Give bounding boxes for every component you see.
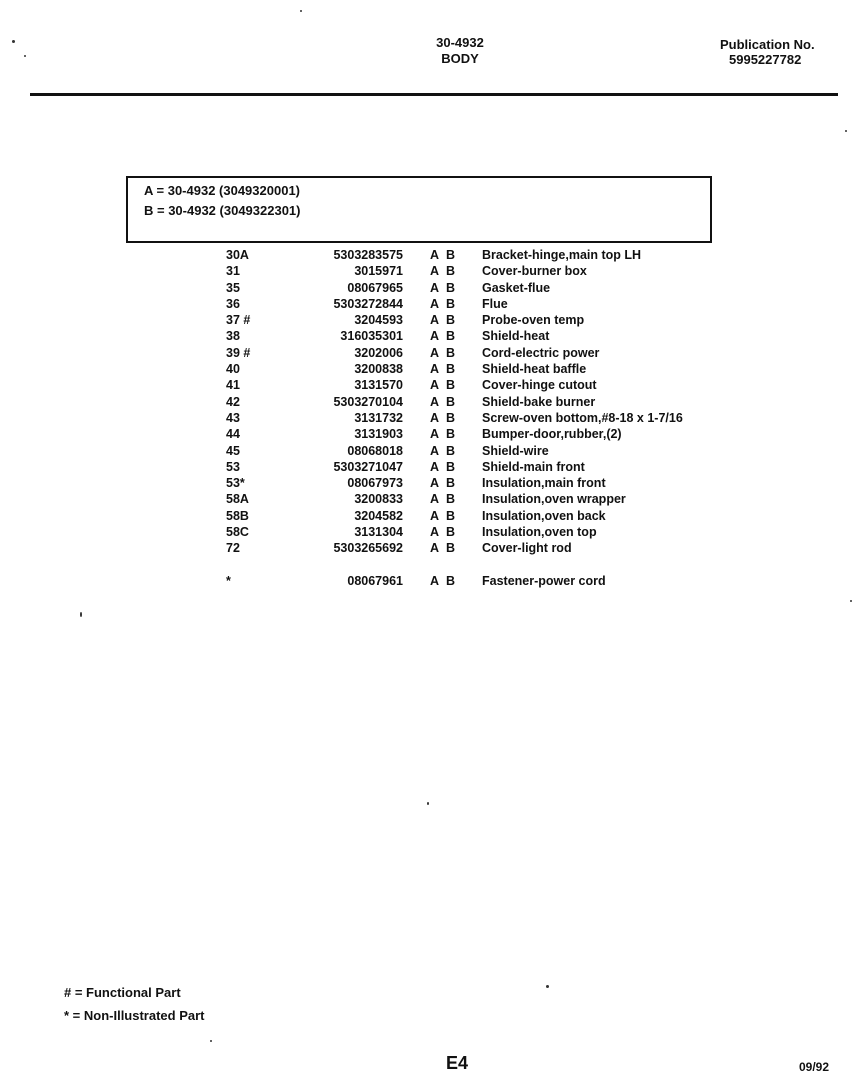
parts-row	[0, 361, 864, 377]
model-codes: A B	[430, 476, 456, 491]
model-codes: A B	[430, 248, 456, 262]
header-model-number: 30-4932	[436, 35, 484, 50]
model-codes: A B	[430, 362, 456, 377]
legend-functional-part: # = Functional Part	[64, 985, 181, 1000]
ref-number: 58B	[226, 508, 249, 523]
ref-number: 30A	[226, 248, 249, 262]
parts-row	[0, 459, 864, 475]
part-description: Shield-bake burner	[482, 394, 596, 409]
parts-row	[0, 280, 864, 296]
model-codes: A B	[430, 394, 456, 409]
model-key-box	[126, 176, 712, 243]
ref-number: 58C	[226, 525, 249, 540]
header-section-title: BODY	[441, 51, 479, 66]
ref-number: 45	[226, 443, 240, 458]
parts-row	[0, 394, 864, 410]
part-number: 3200838	[354, 362, 403, 377]
part-description: Cover-burner box	[482, 264, 587, 279]
parts-row	[0, 377, 864, 393]
ref-number: 53	[226, 459, 240, 474]
parts-row	[0, 345, 864, 361]
ref-number: 31	[226, 264, 240, 279]
part-number: 5303270104	[333, 394, 403, 409]
ref-number: 36	[226, 296, 240, 311]
publication-number: 5995227782	[729, 52, 802, 67]
part-description: Insulation,oven top	[482, 525, 597, 540]
scan-speck	[24, 55, 26, 57]
model-codes: A B	[430, 296, 456, 311]
parts-list	[0, 247, 864, 589]
publication-label: Publication No.	[720, 37, 815, 52]
part-description: Flue	[482, 296, 508, 311]
part-description: Gasket-flue	[482, 280, 551, 295]
scan-speck	[845, 130, 847, 132]
part-number: 08067973	[347, 476, 403, 491]
page-number: E4	[446, 1053, 469, 1073]
part-description: Cover-hinge cutout	[482, 378, 597, 393]
model-codes: A B	[430, 508, 456, 523]
part-description: Screw-oven bottom,#8-18 x 1-7/16	[482, 410, 683, 425]
part-description: Shield-main front	[482, 459, 585, 474]
parts-row	[0, 247, 864, 263]
parts-row-non-illustrated	[0, 573, 864, 589]
parts-row	[0, 263, 864, 279]
row-gap	[0, 557, 864, 573]
parts-row	[0, 491, 864, 507]
model-codes: A B	[430, 443, 456, 458]
part-number: 3131732	[354, 410, 403, 425]
part-description: Shield-heat	[482, 329, 550, 344]
header-rule	[30, 93, 838, 96]
part-description: Shield-heat baffle	[482, 362, 587, 377]
part-description: Insulation,oven wrapper	[482, 492, 626, 507]
parts-row	[0, 296, 864, 312]
part-number: 3131304	[354, 525, 403, 540]
part-number: 316035301	[340, 329, 403, 344]
model-codes: A B	[430, 345, 456, 360]
part-description: Insulation,main front	[482, 476, 606, 491]
part-number: 3131903	[354, 427, 403, 442]
model-codes: A B	[430, 313, 456, 328]
legend-non-illustrated-part: * = Non-Illustrated Part	[64, 1008, 205, 1023]
part-description: Cord-electric power	[482, 345, 600, 360]
parts-row	[0, 475, 864, 491]
model-codes: A B	[430, 329, 456, 344]
ref-number: 43	[226, 410, 240, 425]
model-key-b: B = 30-4932 (3049322301)	[144, 203, 301, 218]
part-description: Insulation,oven back	[482, 508, 606, 523]
ref-number: 41	[226, 378, 240, 393]
part-number: 3204593	[354, 313, 403, 328]
ref-number: 53*	[226, 476, 245, 491]
ref-number: 37 #	[226, 313, 251, 328]
part-description: Probe-oven temp	[482, 313, 585, 328]
model-codes: A B	[430, 378, 456, 393]
scan-speck	[210, 1040, 212, 1042]
model-codes: A B	[430, 525, 456, 540]
ref-number: 44	[226, 427, 240, 442]
model-codes: A B	[430, 492, 456, 507]
scan-speck	[300, 10, 302, 12]
model-codes: A B	[430, 541, 456, 556]
parts-row	[0, 328, 864, 344]
ref-number: 39 #	[226, 345, 251, 360]
parts-row	[0, 426, 864, 442]
part-description: Fastener-power cord	[482, 573, 606, 588]
part-number: 5303265692	[333, 541, 403, 556]
revision-date: 09/92	[799, 1060, 830, 1074]
part-number: 3015971	[354, 264, 403, 279]
model-key-a: A = 30-4932 (3049320001)	[144, 183, 300, 198]
ref-number: 35	[226, 280, 240, 295]
part-number: 3204582	[354, 508, 403, 523]
scan-speck	[12, 40, 15, 43]
part-number: 3202006	[354, 345, 403, 360]
part-number: 5303272844	[333, 296, 403, 311]
ref-number: 40	[226, 362, 240, 377]
ref-number: 42	[226, 394, 240, 409]
parts-row	[0, 540, 864, 556]
part-description: Shield-wire	[482, 443, 549, 458]
scan-speck	[427, 802, 429, 805]
part-description: Cover-light rod	[482, 541, 572, 556]
model-codes: A B	[430, 459, 456, 474]
part-description: Bracket-hinge,main top LH	[482, 248, 642, 262]
scan-speck	[80, 612, 82, 617]
part-number: 08068018	[347, 443, 403, 458]
part-number: 5303283575	[333, 248, 403, 262]
ref-number: 72	[226, 541, 240, 556]
part-description: Bumper-door,rubber,(2)	[482, 427, 622, 442]
parts-row	[0, 312, 864, 328]
model-codes: A B	[430, 410, 456, 425]
part-number: 5303271047	[333, 459, 403, 474]
parts-row	[0, 443, 864, 459]
ref-number: 38	[226, 329, 240, 344]
ref-number: 58A	[226, 492, 249, 507]
scan-speck	[546, 985, 549, 988]
ref-number: *	[226, 573, 231, 588]
part-number: 08067965	[347, 280, 403, 295]
part-number: 08067961	[347, 573, 403, 588]
model-codes: A B	[430, 573, 456, 588]
part-number: 3131570	[354, 378, 403, 393]
parts-row	[0, 410, 864, 426]
model-codes: A B	[430, 280, 456, 295]
part-number: 3200833	[354, 492, 403, 507]
parts-row	[0, 508, 864, 524]
model-codes: A B	[430, 264, 456, 279]
scan-speck	[850, 600, 852, 602]
model-codes: A B	[430, 427, 456, 442]
parts-row	[0, 524, 864, 540]
